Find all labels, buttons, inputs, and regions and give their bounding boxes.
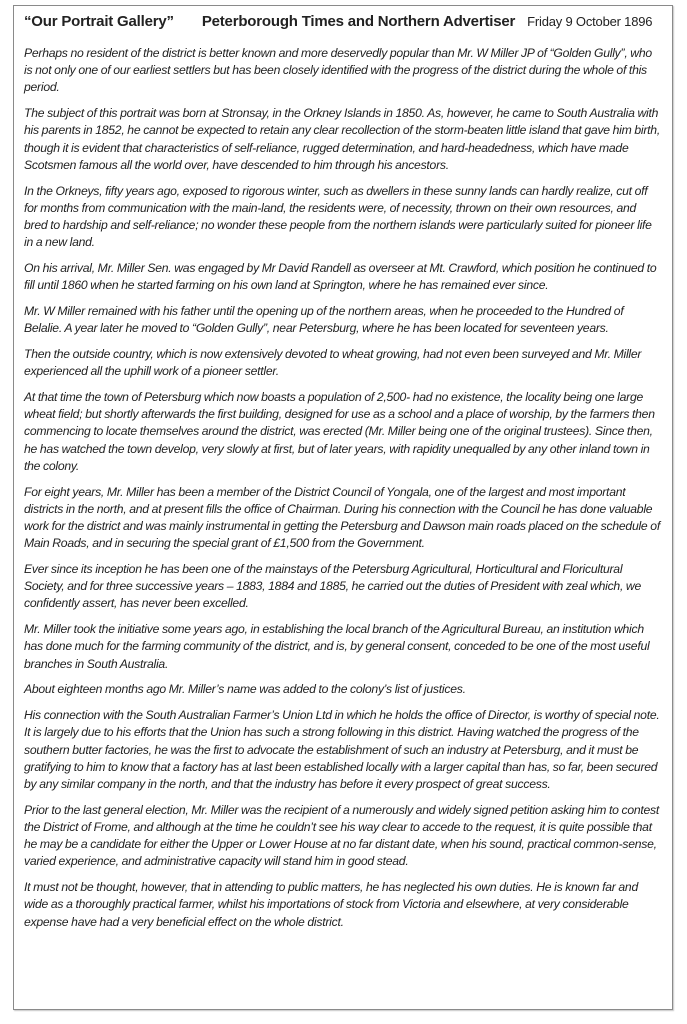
article-header	[24, 13, 662, 31]
column-title: “Our Portrait Gallery”	[24, 13, 174, 30]
paragraph: Mr. W Miller remained with his father until the opening up of the northern areas, when he proceeded to the Hundred of Belalie. A year later he moved to “Golden Gully”, near Petersburg, where he has been located for seventeen years.	[24, 304, 624, 336]
paragraph: Ever since its inception he has been one of the mainstays of the Petersburg Agricultural, Horticultural and Floricultural Society, and for three successive years – 1883, 1884 and 1885, he carried out the duties of President with zeal which, we confidently assert, has never been excelled.	[24, 562, 641, 611]
paragraph: For eight years, Mr. Miller has been a member of the District Council of Yongala, one of the largest and most important districts in the north, and at present fills the office of Chairman. During his connection with the Council he has done valuable work for the district and was mainly instrumental in getting the Petersburg and Dawson main roads placed on the schedule of Main Roads, and in securing the special grant of £1,500 from the Government.	[24, 484, 660, 551]
publication-date: Friday 9 October 1896	[527, 14, 653, 29]
paragraph: His connection with the South Australian Farmer’s Union Ltd in which he holds the office of Director, is worthy of special note. It is largely due to his efforts that the Union has such a strong following in this district. Having watched the progress of the southern butter factories, he was the first to advocate the establishment of such an industry at Petersburg, and it must be gratifying to him to know that a factory has at last been established locally with a larger capital than has, so far, been secured by any similar company in the north, and that the industry has before it every prospect of great success.	[24, 708, 660, 792]
paragraph: About eighteen months ago Mr. Miller’s name was added to the colony’s list of justices.	[24, 682, 466, 697]
paragraph: It must not be thought, however, that in attending to public matters, he has neglected his own duties. He is known far and wide as a thoroughly practical farmer, whilst his importations of stock from Victoria and elsewhere, at very considerable expense have had a very beneficial effect on the whole district.	[24, 880, 638, 929]
paragraph: Then the outside country, which is now extensively devoted to wheat growing, had not even been surveyed and Mr. Miller experienced all the uphill work of a pioneer settler.	[24, 347, 642, 379]
paragraph: Mr. Miller took the initiative some years ago, in establishing the local branch of the Agricultural Bureau, an institution which has done much for the farming community of the district, and is, by general consent, conceded to be one of the most useful branches in South Australia.	[24, 622, 650, 671]
article-frame	[13, 5, 673, 1010]
paragraph: At that time the town of Petersburg which now boasts a population of 2,500- had no existence, the locality being one large wheat field; but shortly afterwards the first building, designed for use as a school and a place of worship, by the farmers then commencing to locate themselves around the district, was erected (Mr. Miller being one of the original trustees). Since then, he has watched the town develop, very slowly at first, but of later years, with rapidity unequalled by any other inland town in the colony.	[24, 390, 655, 473]
paragraph: The subject of this portrait was born at Stronsay, in the Orkney Islands in 1850. As, however, he came to South Australia with his parents in 1852, he cannot be expected to retain any clear recollection of the storm-beaten little island that gave him birth, though it is evident that characteristics of self-reliance, rugged determination, and hard-headedness, which have made Scotsmen famous all the world over, have descended to him through his ancestors.	[24, 106, 660, 172]
article-body	[24, 45, 662, 931]
paragraph: Perhaps no resident of the district is better known and more deservedly popular than Mr. W Miller JP of “Golden Gully”, who is not only one of our earliest settlers but has been closely identified with the progress of the district during the whole of this period.	[24, 46, 652, 95]
paragraph: On his arrival, Mr. Miller Sen. was engaged by Mr David Randell as overseer at Mt. Crawford, which position he continued to fill until 1860 when he started farming on his own land at Springton, where he has remained ever since.	[24, 261, 657, 293]
paragraph: Prior to the last general election, Mr. Miller was the recipient of a numerously and widely signed petition asking him to contest the District of Frome, and although at the time he couldn’t see his way clear to accede to the request, it is quite possible that he may be a candidate for either the Upper or Lower House at no far distant date, when his sound, practical common-sense, varied experience, and administrative capacity will stand him in good stead.	[24, 802, 660, 869]
newspaper-name: Peterborough Times and Northern Advertiser	[201, 13, 516, 30]
paragraph: In the Orkneys, fifty years ago, exposed to rigorous winter, such as dwellers in these sunny lands can hardly realize, cut off for months from communication with the main-land, the residents were, of necessity, thrown on their own resources, and bred to hardship and self-reliance; no wonder these people from the northern islands were particularly suited for pioneer life in a new land.	[24, 183, 652, 250]
